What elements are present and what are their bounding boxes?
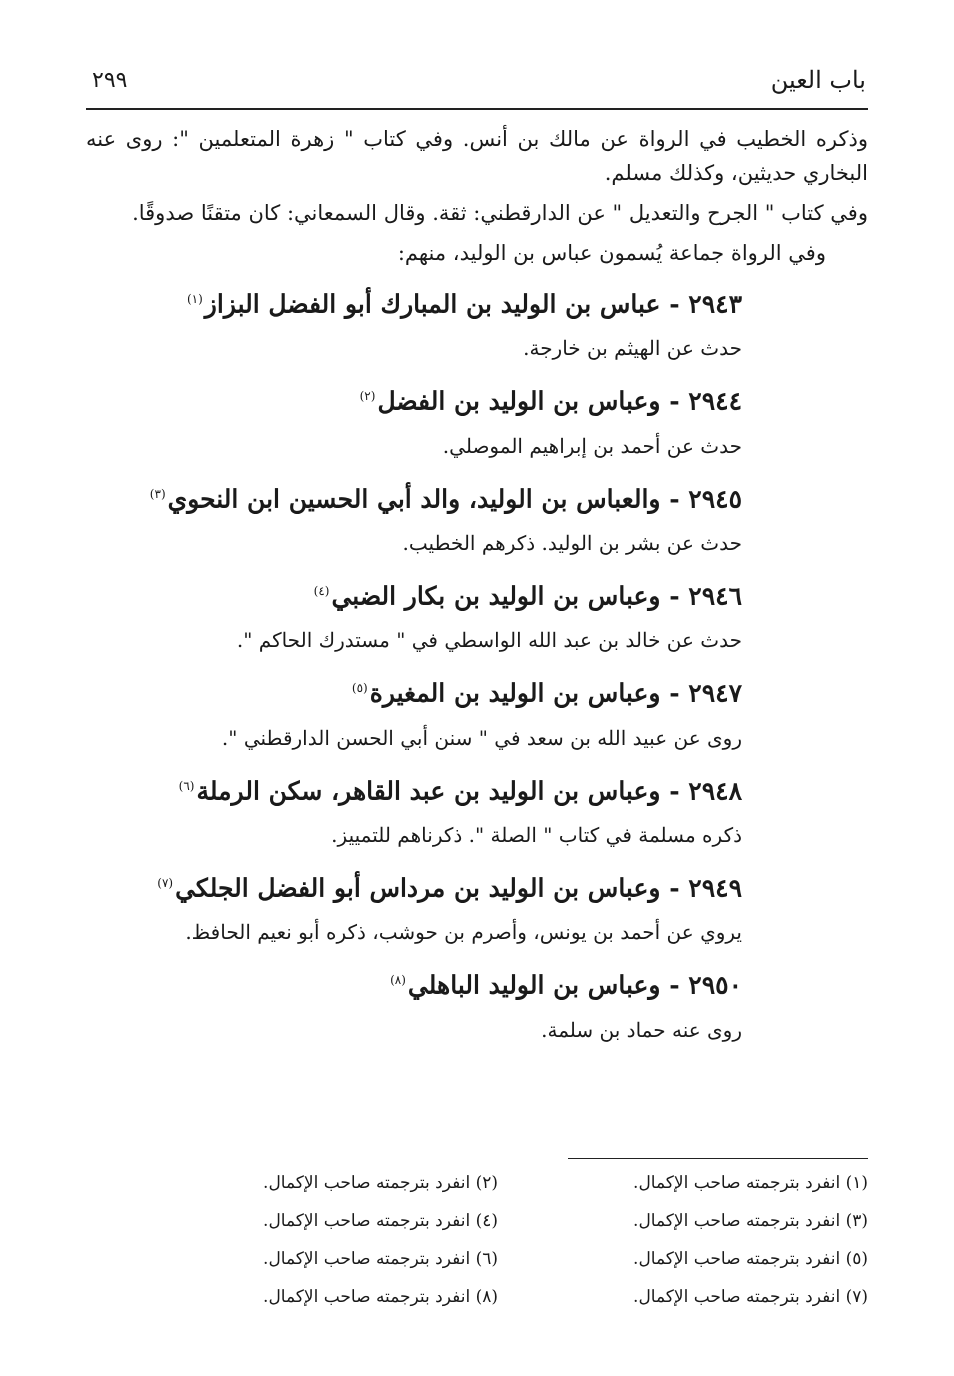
footnote-ref: (٨): [390, 973, 406, 988]
main-text: [86, 122, 868, 1051]
entry-heading: ٢٩٤٦ - وعباس بن الوليد بن بكار الضبي$^{(٤)}$: [313, 581, 742, 611]
footnote-row: [86, 1242, 868, 1280]
entry-heading: ٢٩٤٤ - وعباس بن الوليد بن الفضل$^{(٢)}$: [359, 386, 742, 416]
intro-paragraph: وفي الرواة جماعة يُسمون عباس بن الوليد، منهم:: [397, 241, 826, 265]
entry-text: روى عنه حماد بن سلمة.: [541, 1017, 742, 1042]
chapter-title: باب العين: [770, 66, 866, 94]
entry-name: والعباس بن الوليد، والد أبي الحسين ابن النحوي: [167, 483, 661, 513]
entry-number: ٢٩٤٦: [688, 581, 742, 611]
footnote-ref: (٥): [351, 681, 368, 696]
entry: [86, 763, 868, 856]
header-rule: [86, 108, 868, 110]
page-number: ٢٩٩: [92, 68, 128, 93]
footnote-ref: (٤): [313, 583, 330, 598]
footnote-ref: (٧): [157, 875, 174, 890]
entry-number: ٢٩٥٠: [688, 970, 742, 1000]
entry-text: يروي عن أحمد بن يونس، وأصرم بن حوشب، ذكره أبو نعيم الحافظ.: [185, 920, 742, 945]
entry-text: ذكره مسلمة في كتاب " الصلة ". ذكرناهم للتمييز.: [331, 822, 742, 847]
entry-number: ٢٩٤٤: [688, 386, 742, 416]
entry-name: وعباس بن الوليد بن مرداس أبو الفضل الجلكي: [175, 873, 661, 903]
footnote: (٦) انفرد بترجمته صاحب الإكمال.: [263, 1249, 498, 1269]
entry-text: حدث عن بشر بن الوليد. ذكرهم الخطيب.: [402, 530, 742, 555]
entry-number: ٢٩٤٧: [688, 678, 742, 708]
footnote-row: [86, 1166, 868, 1204]
footnote: (٢) انفرد بترجمته صاحب الإكمال.: [263, 1173, 498, 1193]
intro-paragraph: وذكره الخطيب في الرواة عن مالك بن أنس. وفي كتاب " زهرة المتعلمين ": روى عنه البخاري حديثين، وكذلك مسلم.: [86, 127, 868, 185]
entry: [86, 471, 868, 564]
entry: [86, 276, 868, 369]
running-header: [86, 64, 868, 104]
footnote: (٨) انفرد بترجمته صاحب الإكمال.: [263, 1287, 498, 1307]
entry: [86, 568, 868, 661]
entry-heading: ٢٩٤٧ - وعباس بن الوليد بن المغيرة$^{(٥)}$: [351, 678, 742, 708]
entry-name: وعباس بن الوليد بن عبد القاهر، سكن الرملة: [196, 775, 661, 805]
entry-name: وعباس بن الوليد بن بكار الضبي: [331, 581, 661, 611]
footnote-row: [86, 1280, 868, 1318]
entry-heading: ٢٩٤٨ - وعباس بن الوليد بن عبد القاهر، سكن الرملة$^{(٦)}$: [178, 775, 742, 805]
entry: [86, 373, 868, 466]
entry: [86, 957, 868, 1050]
footnote-ref: (٢): [359, 389, 376, 404]
footnote-ref: (٦): [178, 778, 195, 793]
entry-name: وعباس بن الوليد الباهلي: [407, 970, 661, 1000]
entry-number: ٢٩٤٣: [688, 289, 742, 319]
footnotes: [86, 1166, 868, 1318]
entry: [86, 665, 868, 758]
footnote-row: [86, 1204, 868, 1242]
intro-paragraph: وفي كتاب " الجرح والتعديل " عن الدارقطني: ثقة. وقال السمعاني: كان متقنًا صدوقًا.: [132, 201, 868, 225]
footnote: (٥) انفرد بترجمته صاحب الإكمال.: [633, 1249, 868, 1269]
entry-text: حدث عن خالد بن عبد الله الواسطي في " مستدرك الحاكم ".: [236, 628, 742, 653]
footnote-ref: (١): [186, 292, 203, 306]
entry-text: حدث عن أحمد بن إبراهيم الموصلي.: [442, 433, 742, 458]
footnote-rule: [568, 1158, 868, 1159]
entry-text: روى عن عبيد الله بن سعد في " سنن أبي الحسن الدارقطني ".: [221, 725, 742, 750]
entry-heading: ٢٩٤٥ - والعباس بن الوليد، والد أبي الحسين ابن النحوي$^{(٣)}$: [149, 483, 742, 513]
entry-number: ٢٩٤٩: [688, 873, 742, 903]
entry-name: وعباس بن الوليد بن الفضل: [377, 386, 661, 416]
entry-heading: ٢٩٤٩ - وعباس بن الوليد بن مرداس أبو الفضل الجلكي$^{(٧)}$: [157, 873, 742, 903]
footnote: (٤) انفرد بترجمته صاحب الإكمال.: [263, 1211, 498, 1231]
entry: [86, 860, 868, 953]
footnote: (٣) انفرد بترجمته صاحب الإكمال.: [633, 1211, 868, 1231]
footnote-ref: (٣): [149, 486, 166, 501]
entry-name: وعباس بن الوليد بن المغيرة: [369, 678, 661, 708]
entry-text: حدث عن الهيثم بن خارجة.: [523, 336, 742, 361]
entry-number: ٢٩٤٨: [688, 775, 742, 805]
entry-heading: ٢٩٤٣ - عباس بن الوليد بن المبارك أبو الفضل البزاز$^{(١)}$: [186, 289, 742, 319]
footnote: (١) انفرد بترجمته صاحب الإكمال.: [633, 1173, 868, 1193]
entry-heading: ٢٩٥٠ - وعباس بن الوليد الباهلي$^{(٨)}$: [390, 970, 742, 1000]
entry-name: عباس بن الوليد بن المبارك أبو الفضل البزاز: [204, 289, 661, 319]
footnote: (٧) انفرد بترجمته صاحب الإكمال.: [633, 1287, 868, 1307]
entry-number: ٢٩٤٥: [688, 483, 742, 513]
